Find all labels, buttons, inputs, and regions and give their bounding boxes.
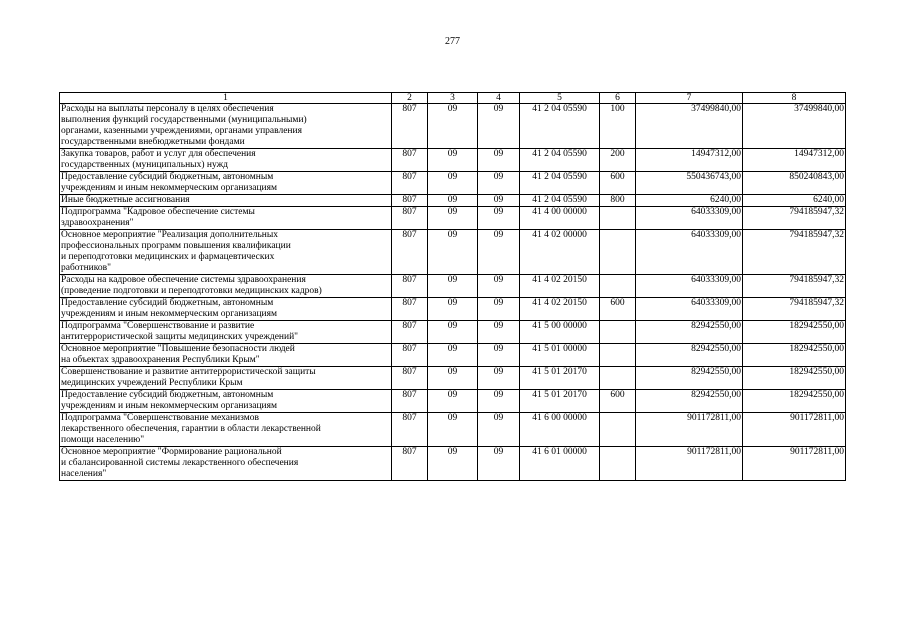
expense-type-cell	[600, 344, 636, 367]
amount-year-1-cell: 64033309,00	[636, 230, 743, 275]
expense-type-cell: 100	[600, 104, 636, 149]
subsection-code-cell: 09	[478, 298, 520, 321]
table-body	[60, 104, 846, 481]
item-name-cell: Совершенствование и развитие антитеррористической защиты медицинских учреждений Республики Крым	[60, 367, 392, 390]
ministry-code-cell: 807	[392, 390, 428, 413]
ministry-code-cell: 807	[392, 230, 428, 275]
section-code-cell: 09	[428, 172, 478, 195]
target-article-cell: 41 4 02 20150	[520, 298, 600, 321]
amount-year-1-cell: 14947312,00	[636, 149, 743, 172]
ministry-code-cell: 807	[392, 172, 428, 195]
subsection-code-cell: 09	[478, 195, 520, 207]
target-article-cell: 41 2 04 05590	[520, 104, 600, 149]
amount-year-2-cell: 182942550,00	[743, 367, 846, 390]
amount-year-2-cell: 850240843,00	[743, 172, 846, 195]
section-code-cell: 09	[428, 149, 478, 172]
table-row	[60, 104, 846, 149]
table-row	[60, 447, 846, 481]
target-article-cell: 41 4 00 00000	[520, 207, 600, 230]
ministry-code-cell: 807	[392, 344, 428, 367]
amount-year-2-cell: 182942550,00	[743, 390, 846, 413]
section-code-cell: 09	[428, 344, 478, 367]
subsection-code-cell: 09	[478, 207, 520, 230]
subsection-code-cell: 09	[478, 230, 520, 275]
amount-year-1-cell: 901172811,00	[636, 413, 743, 447]
subsection-code-cell: 09	[478, 367, 520, 390]
table-row	[60, 195, 846, 207]
table-row	[60, 344, 846, 367]
amount-year-2-cell: 794185947,32	[743, 230, 846, 275]
amount-year-1-cell: 82942550,00	[636, 321, 743, 344]
ministry-code-cell: 807	[392, 149, 428, 172]
amount-year-1-cell: 64033309,00	[636, 207, 743, 230]
target-article-cell: 41 5 01 00000	[520, 344, 600, 367]
expense-type-cell	[600, 413, 636, 447]
expense-type-cell	[600, 447, 636, 481]
column-header: 8	[743, 93, 846, 104]
item-name-cell: Подпрограмма "Совершенствование и развитие антитеррористической защиты медицинских учреждений"	[60, 321, 392, 344]
subsection-code-cell: 09	[478, 413, 520, 447]
amount-year-1-cell: 6240,00	[636, 195, 743, 207]
expense-type-cell	[600, 275, 636, 298]
expense-type-cell	[600, 207, 636, 230]
column-header: 5	[520, 93, 600, 104]
amount-year-1-cell: 550436743,00	[636, 172, 743, 195]
section-code-cell: 09	[428, 390, 478, 413]
ministry-code-cell: 807	[392, 207, 428, 230]
item-name-cell: Расходы на кадровое обеспечение системы здравоохранения (проведение подготовки и переподготовки медицинских кадров)	[60, 275, 392, 298]
expense-type-cell: 600	[600, 172, 636, 195]
ministry-code-cell: 807	[392, 104, 428, 149]
target-article-cell: 41 5 01 20170	[520, 367, 600, 390]
amount-year-2-cell: 14947312,00	[743, 149, 846, 172]
amount-year-2-cell: 901172811,00	[743, 447, 846, 481]
item-name-cell: Предоставление субсидий бюджетным, автономным учреждениям и иным некоммерческим организациям	[60, 390, 392, 413]
amount-year-2-cell: 182942550,00	[743, 321, 846, 344]
table-row	[60, 413, 846, 447]
section-code-cell: 09	[428, 230, 478, 275]
header-row	[60, 93, 846, 104]
item-name-cell: Основное мероприятие "Повышение безопасности людей на объектах здравоохранения Республики Крым"	[60, 344, 392, 367]
target-article-cell: 41 6 01 00000	[520, 447, 600, 481]
table-row	[60, 275, 846, 298]
item-name-cell: Основное мероприятие "Реализация дополнительных профессиональных программ повышения квалификации и переподготовки медицинских и фармацевтических работников"	[60, 230, 392, 275]
subsection-code-cell: 09	[478, 275, 520, 298]
subsection-code-cell: 09	[478, 172, 520, 195]
expense-type-cell	[600, 367, 636, 390]
amount-year-1-cell: 82942550,00	[636, 344, 743, 367]
expense-type-cell	[600, 321, 636, 344]
table-row	[60, 149, 846, 172]
item-name-cell: Предоставление субсидий бюджетным, автономным учреждениям и иным некоммерческим организациям	[60, 298, 392, 321]
ministry-code-cell: 807	[392, 195, 428, 207]
item-name-cell: Расходы на выплаты персоналу в целях обеспечения выполнения функций государственными (муниципальными) органами, казенными учреждениями, органами управления государственными внебюджетными фондами	[60, 104, 392, 149]
section-code-cell: 09	[428, 298, 478, 321]
item-name-cell: Подпрограмма "Совершенствование механизмов лекарственного обеспечения, гарантии в области лекарственной помощи населению"	[60, 413, 392, 447]
section-code-cell: 09	[428, 275, 478, 298]
amount-year-1-cell: 37499840,00	[636, 104, 743, 149]
amount-year-2-cell: 182942550,00	[743, 344, 846, 367]
section-code-cell: 09	[428, 321, 478, 344]
expense-type-cell: 600	[600, 298, 636, 321]
amount-year-1-cell: 64033309,00	[636, 298, 743, 321]
table-row	[60, 367, 846, 390]
target-article-cell: 41 5 00 00000	[520, 321, 600, 344]
table-row	[60, 172, 846, 195]
item-name-cell: Предоставление субсидий бюджетным, автономным учреждениям и иным некоммерческим организациям	[60, 172, 392, 195]
amount-year-2-cell: 794185947,32	[743, 275, 846, 298]
column-header: 7	[636, 93, 743, 104]
table-row	[60, 207, 846, 230]
section-code-cell: 09	[428, 207, 478, 230]
amount-year-1-cell: 64033309,00	[636, 275, 743, 298]
amount-year-2-cell: 794185947,32	[743, 207, 846, 230]
ministry-code-cell: 807	[392, 367, 428, 390]
item-name-cell: Основное мероприятие "Формирование рациональной и сбалансированной системы лекарственного обеспечения населения"	[60, 447, 392, 481]
subsection-code-cell: 09	[478, 321, 520, 344]
column-header: 2	[392, 93, 428, 104]
amount-year-1-cell: 82942550,00	[636, 390, 743, 413]
table-row	[60, 298, 846, 321]
amount-year-2-cell: 37499840,00	[743, 104, 846, 149]
amount-year-2-cell: 794185947,32	[743, 298, 846, 321]
expense-type-cell: 800	[600, 195, 636, 207]
ministry-code-cell: 807	[392, 447, 428, 481]
table-row	[60, 390, 846, 413]
table-row	[60, 321, 846, 344]
column-header: 6	[600, 93, 636, 104]
subsection-code-cell: 09	[478, 390, 520, 413]
item-name-cell: Иные бюджетные ассигнования	[60, 195, 392, 207]
ministry-code-cell: 807	[392, 275, 428, 298]
ministry-code-cell: 807	[392, 298, 428, 321]
subsection-code-cell: 09	[478, 344, 520, 367]
amount-year-1-cell: 901172811,00	[636, 447, 743, 481]
target-article-cell: 41 6 00 00000	[520, 413, 600, 447]
expense-type-cell: 600	[600, 390, 636, 413]
section-code-cell: 09	[428, 413, 478, 447]
target-article-cell: 41 5 01 20170	[520, 390, 600, 413]
amount-year-2-cell: 6240,00	[743, 195, 846, 207]
amount-year-1-cell: 82942550,00	[636, 367, 743, 390]
ministry-code-cell: 807	[392, 321, 428, 344]
item-name-cell: Подпрограмма "Кадровое обеспечение системы здравоохранения"	[60, 207, 392, 230]
target-article-cell: 41 4 02 00000	[520, 230, 600, 275]
column-header: 4	[478, 93, 520, 104]
target-article-cell: 41 2 04 05590	[520, 172, 600, 195]
target-article-cell: 41 2 04 05590	[520, 149, 600, 172]
ministry-code-cell: 807	[392, 413, 428, 447]
table-row	[60, 230, 846, 275]
section-code-cell: 09	[428, 104, 478, 149]
subsection-code-cell: 09	[478, 149, 520, 172]
expense-type-cell: 200	[600, 149, 636, 172]
target-article-cell: 41 4 02 20150	[520, 275, 600, 298]
target-article-cell: 41 2 04 05590	[520, 195, 600, 207]
column-header: 1	[60, 93, 392, 104]
table-header	[60, 93, 846, 104]
section-code-cell: 09	[428, 447, 478, 481]
page-number: 277	[445, 36, 460, 47]
subsection-code-cell: 09	[478, 447, 520, 481]
expense-type-cell	[600, 230, 636, 275]
section-code-cell: 09	[428, 367, 478, 390]
subsection-code-cell: 09	[478, 104, 520, 149]
item-name-cell: Закупка товаров, работ и услуг для обеспечения государственных (муниципальных) нужд	[60, 149, 392, 172]
budget-table	[59, 92, 846, 481]
section-code-cell: 09	[428, 195, 478, 207]
column-header: 3	[428, 93, 478, 104]
amount-year-2-cell: 901172811,00	[743, 413, 846, 447]
